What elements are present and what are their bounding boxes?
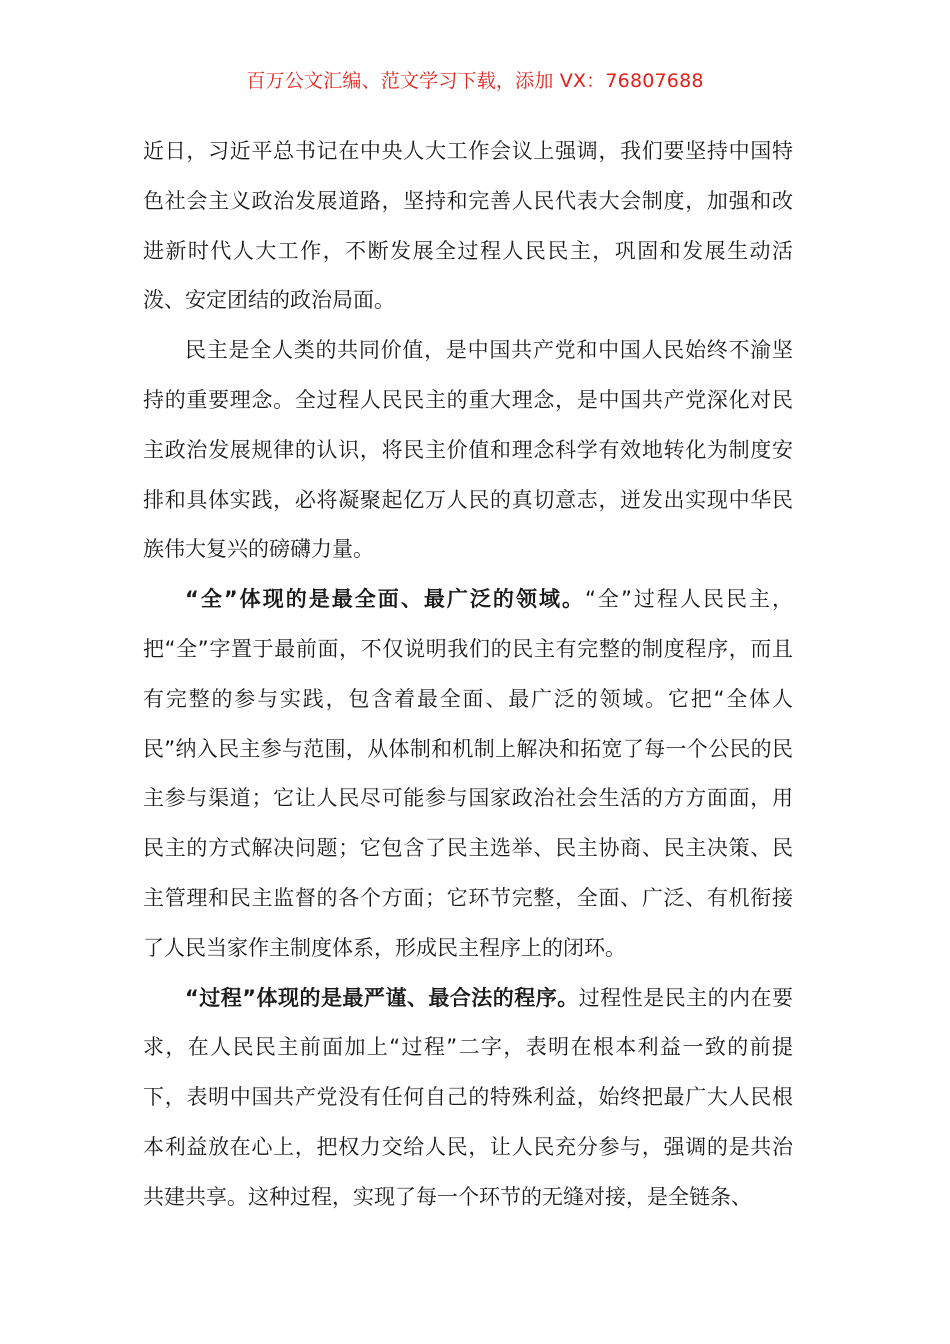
paragraph-guocheng-text: 过程性是民主的内在要求，在人民民主前面加上“过程”二字，表明在根本利益一致的前提下，表明中国共产党没有任何自己的特殊利益，始终把最广大人民根本利益放在心上，把权力交给人民，让人民充分参与，强调的是共治共建共享。这种过程，实现了每一个环节的无缝对接，是全链条、 — [143, 985, 794, 1209]
paragraph-guocheng-lead: “过程”体现的是最严谨、最合法的程序。 — [185, 985, 579, 1010]
document-body — [143, 127, 793, 1223]
paragraph-quan — [143, 575, 793, 973]
paragraph-intro: 近日，习近平总书记在中央人大工作会议上强调，我们要坚持中国特色社会主义政治发展道路，坚持和完善人民代表大会制度，加强和改进新时代人大工作，不断发展全过程人民民主，巩固和发展生动活泼、安定团结的政治局面。 — [143, 139, 793, 313]
paragraph-quan-text: “全”过程人民民主，把“全”字置于最前面，不仅说明我们的民主有完整的制度程序，而且有完整的参与实践，包含着最全面、最广泛的领域。它把“全体人民”纳入民主参与范围，从体制和机制上解决和拓宽了每一个公民的民主参与渠道；它让人民尽可能参与国家政治社会生活的方方面面，用民主的方式解决问题；它包含了民主选举、民主协商、民主决策、民主管理和民主监督的各个方面；它环节完整，全面、广泛、有机衔接了人民当家作主制度体系，形成民主程序上的闭环。 — [143, 587, 793, 960]
paragraph-quan-lead: “全”体现的是最全面、最广泛的领域。 — [185, 587, 586, 612]
paragraph-democracy-value: 民主是全人类的共同价值，是中国共产党和中国人民始终不渝坚持的重要理念。全过程人民民主的重大理念，是中国共产党深化对民主政治发展规律的认识，将民主价值和理念科学有效地转化为制度安排和具体实践，必将凝聚起亿万人民的真切意志，迸发出实现中华民族伟大复兴的磅礴力量。 — [143, 338, 793, 562]
watermark-banner: 百万公文汇编、范文学习下载，添加 VX：76807688 — [246, 70, 704, 92]
paragraph-guocheng — [143, 974, 793, 1223]
